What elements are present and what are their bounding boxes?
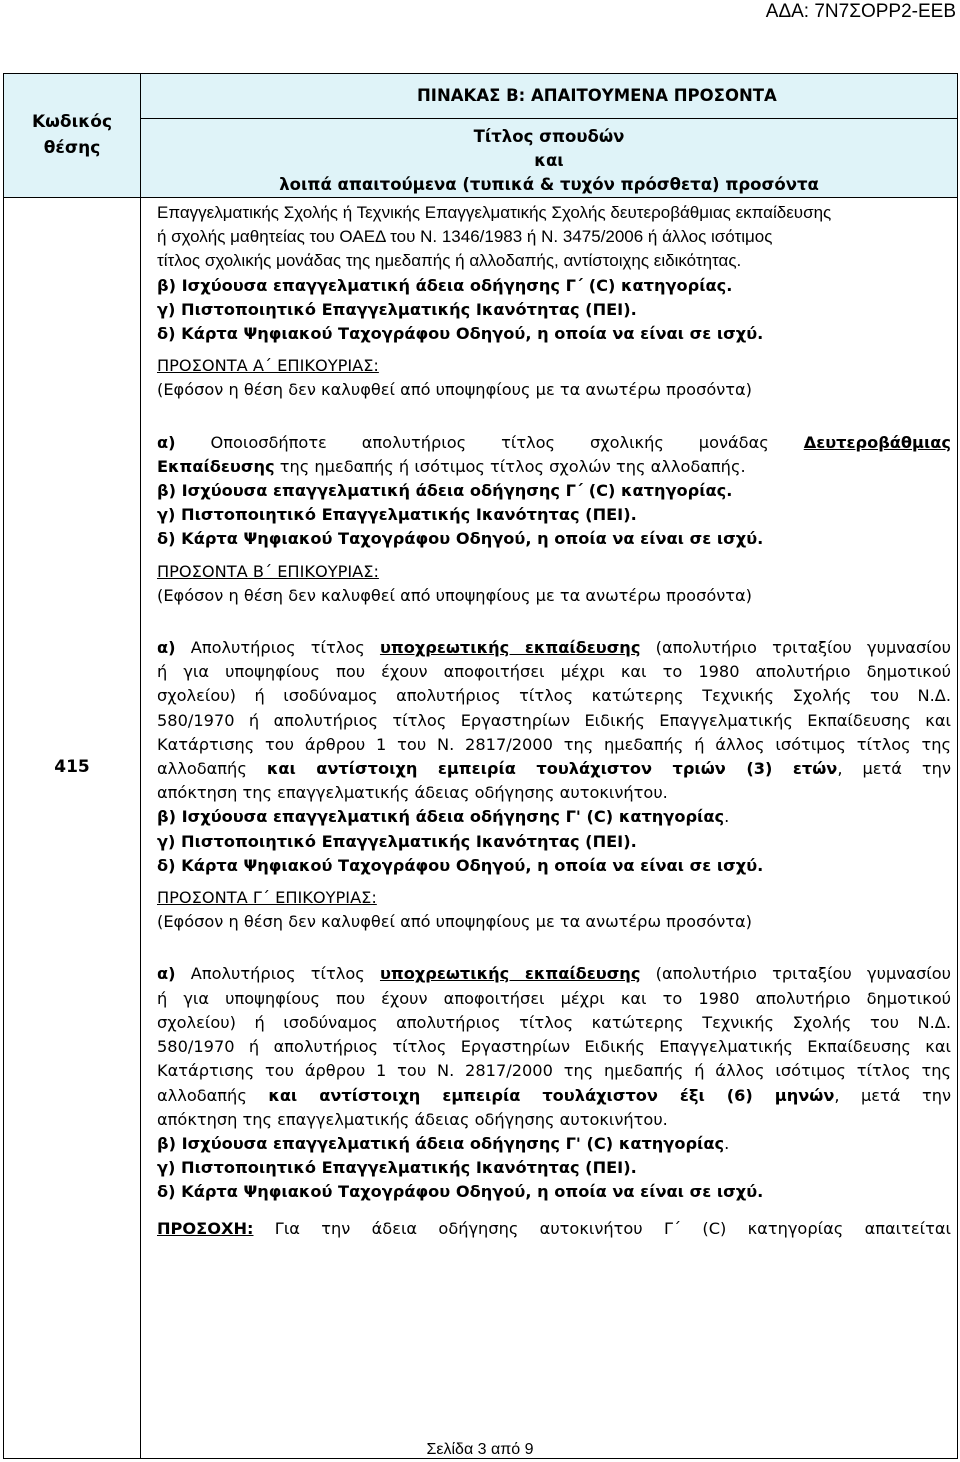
b-aux-a-line3: σχολείου) ή ισοδύναμος απολυτήριος τίτλος κατώτερης Τεχνικής Σχολής του Ν.Δ. — [157, 686, 951, 706]
g-aux-a-line2: ή για υποψηφίους που έχουν αποφοιτήσει μέχρι και το 1980 απολυτήριο δημοτικού — [157, 988, 951, 1008]
main-line2: ή σχολής μαθητείας του ΟΑΕΔ του Ν. 1346/1983 ή Ν. 3475/2006 ή άλλος ισότιμος — [157, 227, 773, 247]
g-aux-a-line3: σχολείου) ή ισοδύναμος απολυτήριος τίτλος κατώτερης Τεχνικής Σχολής του Ν.Δ. — [157, 1012, 951, 1032]
position-code: 415 — [54, 757, 90, 777]
requirements-body — [141, 198, 958, 1459]
g-aux-a-line5: Κατάρτισης του άρθρου 1 του Ν. 2817/2000 της ημεδαπής ή άλλος ισότιμος τίτλος της — [157, 1061, 951, 1081]
g-aux-b: β) Ισχύουσα επαγγελματική άδεια οδήγησης Γ' (C) κατηγορίας. — [157, 1133, 730, 1153]
g-aux-a-line1: α) Απολυτήριος τίτλος υποχρεωτικής εκπαίδευσης (απολυτήριο τριταξίου γυμνασίου — [157, 964, 951, 984]
ada-code: ΑΔΑ: 7Ν7ΣΟΡΡ2-ΕΕΒ — [765, 1, 956, 22]
main-d: δ) Κάρτα Ψηφιακού Ταχογράφου Οδηγού, η οποία να είναι σε ισχύ. — [157, 324, 764, 344]
g-aux-a-line6: αλλοδαπής και αντίστοιχη εμπειρία τουλάχιστον έξι (6) μηνών, μετά την — [157, 1085, 952, 1105]
table-title: ΠΙΝΑΚΑΣ Β: ΑΠΑΙΤΟΥΜΕΝΑ ΠΡΟΣΟΝΤΑ — [141, 74, 958, 119]
code-cell — [4, 198, 141, 1459]
attention-note: ΠΡΟΣΟΧΗ: Για την άδεια οδήγησης αυτοκινήτου Γ΄ (C) κατηγορίας απαιτείται — [157, 1218, 951, 1238]
code-header-line1: Κωδικός — [31, 111, 113, 132]
a-aux-note: (Εφόσον η θέση δεν καλυφθεί από υποψηφίους με τα ανωτέρω προσόντα) — [157, 380, 753, 400]
b-aux-a-line2: ή για υποψηφίους που έχουν αποφοιτήσει μέχρι και το 1980 απολυτήριο δημοτικού — [157, 662, 951, 682]
page-footer: Σελίδα 3 από 9 — [426, 1441, 534, 1458]
g-aux-note: (Εφόσον η θέση δεν καλυφθεί από υποψηφίους με τα ανωτέρω προσόντα) — [157, 912, 753, 932]
g-aux-heading: ΠΡΟΣΟΝΤΑ Γ΄ ΕΠΙΚΟΥΡΙΑΣ: — [157, 888, 377, 908]
g-aux-a-line4: 580/1970 ή απολυτήριος τίτλος Εργαστηρίων Ειδικής Επαγγελματικής Εκπαίδευσης και — [157, 1037, 951, 1057]
main-line1: Επαγγελματικής Σχολής ή Τεχνικής Επαγγελματικής Σχολής δευτεροβάθμιας εκπαίδευσης — [157, 203, 832, 222]
code-header — [4, 111, 141, 198]
req-header-line2: και — [534, 151, 564, 170]
code-header-line2: θέσης — [43, 137, 101, 158]
b-aux-a-line4: 580/1970 ή απολυτήριος τίτλος Εργαστηρίων Ειδικής Επαγγελματικής Εκπαίδευσης και — [157, 710, 951, 730]
a-aux-b: β) Ισχύουσα επαγγελματική άδεια οδήγησης Γ΄ (C) κατηγορίας. — [157, 481, 733, 501]
requirements-table — [3, 73, 958, 1459]
g-aux-d: δ) Κάρτα Ψηφιακού Ταχογράφου Οδηγού, η οποία να είναι σε ισχύ. — [157, 1182, 764, 1202]
b-aux-a-line1: α) Απολυτήριος τίτλος υποχρεωτικής εκπαίδευσης (απολυτήριο τριταξίου γυμνασίου — [157, 638, 951, 658]
b-aux-heading: ΠΡΟΣΟΝΤΑ Β΄ ΕΠΙΚΟΥΡΙΑΣ: — [157, 561, 379, 581]
g-aux-a-line7: απόκτηση της επαγγελματικής άδειας οδήγησης αυτοκινήτου. — [157, 1109, 668, 1129]
a-aux-heading: ΠΡΟΣΟΝΤΑ Α΄ ΕΠΙΚΟΥΡΙΑΣ: — [157, 356, 379, 376]
req-header-line3: λοιπά απαιτούμενα (τυπικά & τυχόν πρόσθετα) προσόντα — [279, 175, 819, 194]
a-aux-c: γ) Πιστοποιητικό Επαγγελματικής Ικανότητας (ΠΕΙ). — [157, 505, 637, 525]
main-b: β) Ισχύουσα επαγγελματική άδεια οδήγησης Γ΄ (C) κατηγορίας. — [157, 275, 733, 295]
b-aux-a-line5: Κατάρτισης του άρθρου 1 του Ν. 2817/2000 της ημεδαπής ή άλλος ισότιμος τίτλος της — [157, 734, 951, 754]
a-aux-a-line2: Εκπαίδευσης της ημεδαπής ή ισότιμος τίτλος σχολών της αλλοδαπής. — [157, 456, 746, 476]
a-aux-a-line1: α) Οποιοσδήποτε απολυτήριος τίτλος σχολικής μονάδας Δευτεροβάθμιας — [157, 432, 951, 452]
g-aux-c: γ) Πιστοποιητικό Επαγγελματικής Ικανότητας (ΠΕΙ). — [157, 1158, 637, 1178]
main-line3: τίτλος σχολικής μονάδας της ημεδαπής ή αλλοδαπής, αντίστοιχης ειδικότητας. — [157, 251, 742, 271]
a-aux-d: δ) Κάρτα Ψηφιακού Ταχογράφου Οδηγού, η οποία να είναι σε ισχύ. — [157, 529, 764, 549]
b-aux-a-line7: απόκτηση της επαγγελματικής άδειας οδήγησης αυτοκινήτου. — [157, 783, 668, 803]
b-aux-b: β) Ισχύουσα επαγγελματική άδεια οδήγησης Γ' (C) κατηγορίας. — [157, 807, 730, 827]
req-header-line1: Τίτλος σπουδών — [473, 127, 625, 146]
b-aux-note: (Εφόσον η θέση δεν καλυφθεί από υποψηφίους με τα ανωτέρω προσόντα) — [157, 585, 753, 605]
b-aux-c: γ) Πιστοποιητικό Επαγγελματικής Ικανότητας (ΠΕΙ). — [157, 831, 637, 851]
b-aux-d: δ) Κάρτα Ψηφιακού Ταχογράφου Οδηγού, η οποία να είναι σε ισχύ. — [157, 855, 764, 875]
main-c: γ) Πιστοποιητικό Επαγγελματικής Ικανότητας (ΠΕΙ). — [157, 299, 637, 319]
requirements-header — [141, 119, 958, 198]
b-aux-a-line6: αλλοδαπής και αντίστοιχη εμπειρία τουλάχιστον τριών (3) ετών, μετά την — [157, 759, 951, 779]
